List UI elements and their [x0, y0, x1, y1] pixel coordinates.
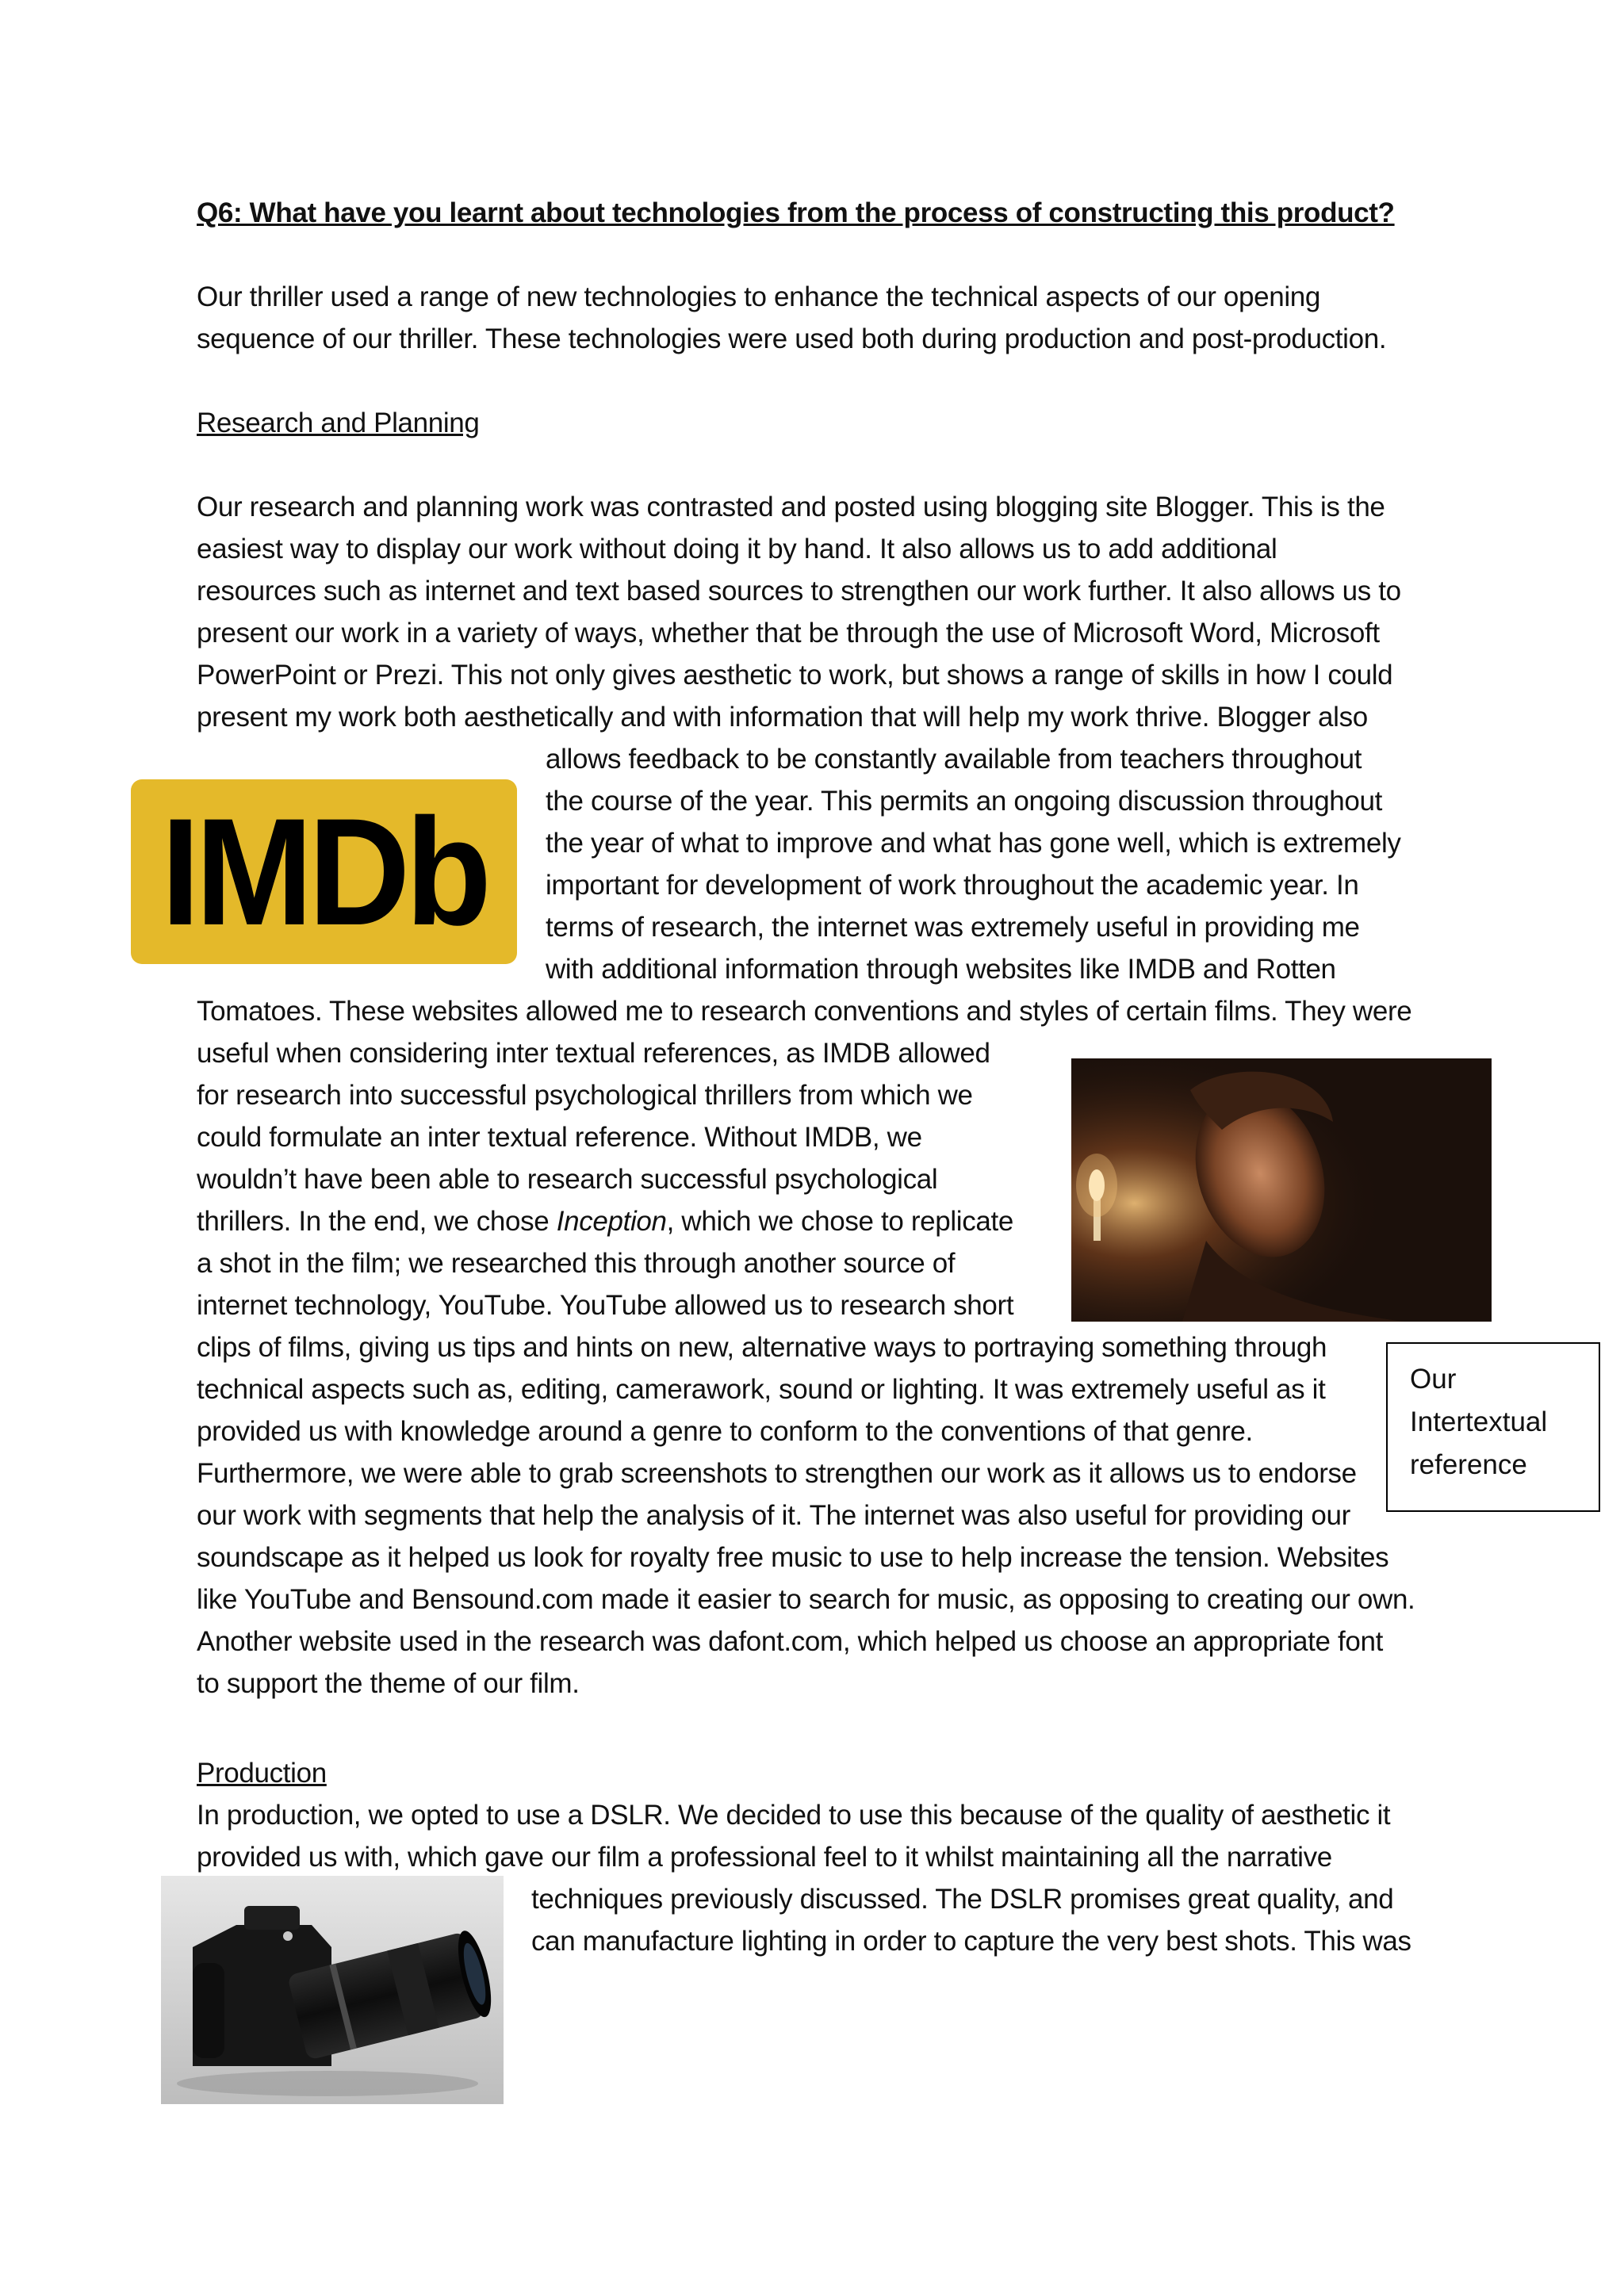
research-line: present my work both aesthetically and with information that will help my work thrive. Blogger also	[197, 702, 1368, 733]
inception-line-after: , which we chose to replicate	[666, 1206, 1013, 1237]
research-line: easiest way to display our work without doing it by hand. It also allows us to add additional	[197, 534, 1277, 564]
inception-line-before: thrillers. In the end, we chose	[197, 1206, 557, 1237]
dslr-camera-image	[161, 1876, 504, 2104]
research-line: present our work in a variety of ways, whether that be through the use of Microsoft Word, Microsoft	[197, 618, 1380, 649]
caption-line: reference	[1410, 1449, 1527, 1480]
research-line: like YouTube and Bensound.com made it easier to search for music, as opposing to creating our own.	[197, 1584, 1415, 1615]
caption-line: Intertextual	[1410, 1406, 1548, 1437]
intro-line-1: Our thriller used a range of new technologies to enhance the technical aspects of our opening	[197, 281, 1320, 312]
research-line: technical aspects such as, editing, camerawork, sound or lighting. It was extremely useful as it	[197, 1374, 1326, 1405]
production-line: In production, we opted to use a DSLR. We decided to use this because of the quality of aesthetic it	[197, 1800, 1391, 1831]
production-line: techniques previously discussed. The DSLR promises great quality, and	[531, 1884, 1394, 1915]
caption-line: Our	[1410, 1364, 1457, 1395]
research-line: terms of research, the internet was extremely useful in providing me	[546, 912, 1360, 943]
research-line: internet technology, YouTube. YouTube allowed us to research short	[197, 1290, 1014, 1321]
research-line: Our research and planning work was contrasted and posted using blogging site Blogger. This is the	[197, 492, 1385, 522]
research-line: our work with segments that help the analysis of it. The internet was also useful for providing our	[197, 1500, 1350, 1531]
research-line: the course of the year. This permits an ongoing discussion throughout	[546, 786, 1383, 817]
research-line: resources such as internet and text based sources to strengthen our work further. It also allows us to	[197, 576, 1401, 607]
research-line: clips of films, giving us tips and hints on new, alternative ways to portraying something through	[197, 1332, 1327, 1363]
research-line: wouldn’t have been able to research successful psychological	[197, 1164, 938, 1195]
research-line: with additional information through websites like IMDB and Rotten	[546, 954, 1336, 985]
film-still-illustration	[1071, 1058, 1492, 1322]
research-line: the year of what to improve and what has gone well, which is extremely	[546, 828, 1401, 859]
intertextual-reference-image	[1071, 1058, 1492, 1322]
research-line: for research into successful psychological thrillers from which we	[197, 1080, 973, 1111]
film-title-inception: Inception	[556, 1206, 667, 1237]
research-line: to support the theme of our film.	[197, 1668, 580, 1699]
research-line: PowerPoint or Prezi. This not only gives aesthetic to work, but shows a range of skills in how I could	[197, 660, 1393, 691]
intertextual-reference-caption	[1386, 1342, 1600, 1512]
research-line: Tomatoes. These websites allowed me to research conventions and styles of certain films. They were	[197, 996, 1412, 1027]
inception-line	[197, 1200, 1013, 1242]
production-line: can manufacture lighting in order to capture the very best shots. This was	[531, 1926, 1411, 1957]
production-heading: Production	[197, 1758, 327, 1789]
research-line: Furthermore, we were able to grab screenshots to strengthen our work as it allows us to endorse	[197, 1458, 1357, 1489]
research-line: could formulate an inter textual reference. Without IMDB, we	[197, 1122, 922, 1153]
intro-line-2: sequence of our thriller. These technologies were used both during production and post-production.	[197, 323, 1387, 354]
research-line: important for development of work throughout the academic year. In	[546, 870, 1359, 901]
research-line: useful when considering inter textual references, as IMDB allowed	[197, 1038, 990, 1069]
production-line: provided us with, which gave our film a professional feel to it whilst maintaining all the narrative	[197, 1842, 1332, 1873]
research-heading: Research and Planning	[197, 408, 480, 438]
research-line: a shot in the film; we researched this through another source of	[197, 1248, 956, 1279]
question-heading: Q6: What have you learnt about technologies from the process of constructing this product?	[197, 197, 1395, 228]
imdb-logo-image	[131, 779, 517, 964]
research-line: allows feedback to be constantly available from teachers throughout	[546, 744, 1362, 775]
dslr-camera-illustration	[161, 1876, 504, 2104]
research-line: provided us with knowledge around a genre to conform to the conventions of that genre.	[197, 1416, 1253, 1447]
imdb-logo-text: IMDb	[160, 786, 487, 957]
research-line: soundscape as it helped us look for royalty free music to use to help increase the tension. Websites	[197, 1542, 1389, 1573]
research-line: Another website used in the research was dafont.com, which helped us choose an appropriate font	[197, 1626, 1384, 1657]
